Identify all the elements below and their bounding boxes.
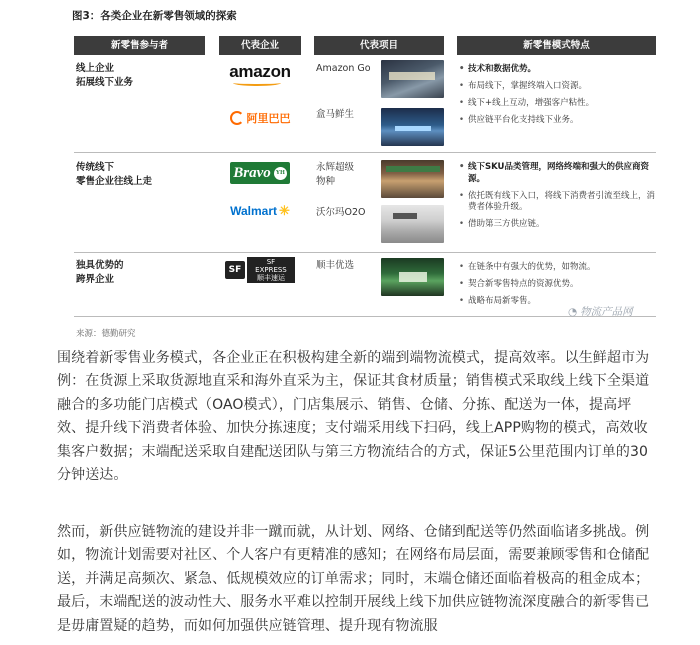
watermark: ◔ 物流产品网	[568, 305, 633, 318]
header-project: 代表项目	[314, 36, 444, 55]
header-participant: 新零售参与者	[74, 36, 205, 55]
sf-express-logo: SF SF EXPRESS 顺丰速运	[225, 258, 295, 282]
infographic-figure	[68, 0, 658, 340]
body-paragraph-1: 围绕着新零售业务模式，各企业正在积极构建全新的端到端物流模式，提高效率。以生鲜超市为例：在货源上采取货源地直采和海外直采为主，保证其食材质量；销售模式采取线上线下全渠道融合的多功能门店模式（OAO模式），门店集展示、销售、仓储、分拣、配送为一体，提高坪效、提升线下消费者体验、加快分拣速度；支付端采用线下扫码，线上APP购物的模式，高效收集客户数据；末端配送采取自建配送团队与第三方物流结合的方式，保证5公里范围内订单的30分钟送达。	[57, 350, 650, 484]
spark-icon: ✳	[279, 203, 290, 218]
bravo-logo: Bravo YH	[225, 161, 295, 185]
hema-photo	[381, 108, 444, 146]
bullets-online	[459, 64, 656, 132]
sf-mark-icon: SF	[225, 261, 245, 279]
wechat-icon: ◔	[568, 305, 578, 318]
list-item: • 借助第三方供应链。	[459, 219, 656, 231]
alibaba-logo: 阿里巴巴	[225, 106, 295, 130]
amazon-logo: amazon	[225, 60, 295, 84]
walmart-photo	[381, 205, 444, 243]
project-sf-best: 顺丰优选	[316, 260, 355, 271]
row-divider	[74, 152, 656, 153]
bullets-offline	[459, 162, 656, 236]
list-item: • 依托既有线下入口，将线下消费者引流至线上，消费者体验升级。	[459, 191, 656, 214]
list-item: • 供应链平台化支持线下业务。	[459, 115, 656, 127]
list-item: • 线下+线上互动，增强客户粘性。	[459, 98, 656, 110]
walmart-logo: Walmart ✳	[230, 203, 290, 218]
figure-title: 图3：各类企业在新零售领域的探索	[72, 10, 237, 22]
sf-best-photo	[381, 258, 444, 296]
list-item: • 布局线下，掌握终端入口资源。	[459, 81, 656, 93]
header-features: 新零售模式特点	[457, 36, 656, 55]
project-walmart-o2o: 沃尔玛O2O	[316, 207, 366, 218]
project-yonghui: 永辉超级 物种	[316, 162, 355, 187]
list-item: • 战略布局新零售。	[459, 296, 656, 308]
list-item: • 技术和数据优势。	[459, 64, 656, 76]
yonghui-photo	[381, 160, 444, 198]
list-item: • 在链条中有强大的优势，如物流。	[459, 262, 656, 274]
alibaba-mark-icon	[230, 111, 244, 125]
body-paragraph-2: 然而，新供应链物流的建设并非一蹴而就，从计划、网络、仓储到配送等仍然面临诸多挑战。例如，物流计划需要对社区、个人客户有更精准的感知；在网络布局层面，需要兼顾零售和仓储配送，并满足高频次、紧急、低规模效应的订单需求；同时，末端仓储还面临着极高的租金成本；最后，末端配送的波动性大、服务水平难以控制开展线上线下加供应链物流深度融合的新零售已是毋庸置疑的趋势，而如何加强供应链管理、提升现有物流服	[57, 524, 650, 634]
group-label-online: 线上企业 拓展线下业务	[76, 63, 134, 88]
project-hema: 盒马鲜生	[316, 109, 355, 120]
list-item: • 线下SKU品类管理，网络终端和强大的供应商资源。	[459, 162, 656, 185]
figure-source: 来源：德勤研究	[76, 329, 136, 339]
header-company: 代表企业	[219, 36, 301, 55]
project-amazon-go: Amazon Go	[316, 63, 371, 74]
group-label-crossover: 独具优势的 跨界企业	[76, 260, 124, 285]
list-item: • 契合新零售特点的资源优势。	[459, 279, 656, 291]
group-label-offline: 传统线下 零售企业往线上走	[76, 162, 153, 187]
amazon-go-photo	[381, 60, 444, 98]
row-divider	[74, 252, 656, 253]
